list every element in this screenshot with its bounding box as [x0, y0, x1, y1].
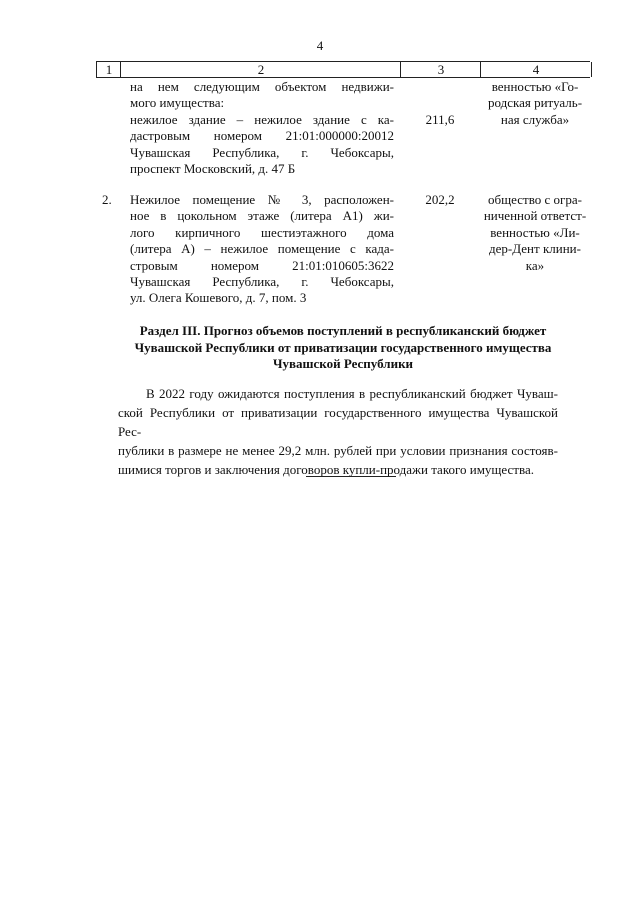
- owner-line: дер-Дент клини-: [489, 241, 581, 257]
- page-number: 4: [316, 38, 324, 53]
- description-line: ное в цокольном этаже (литера А1) жи-: [130, 208, 394, 224]
- owner-line: венностью «Ли-: [490, 224, 580, 240]
- object-description: [130, 192, 394, 307]
- section-title-line: Чувашской Республики: [272, 356, 414, 371]
- description-line: Чувашская Республика, г. Чебоксары,: [130, 274, 394, 290]
- owner-line: ка»: [525, 257, 545, 273]
- paragraph-line: В 2022 году ожидаются поступления в республиканский бюджет Чуваш-: [146, 386, 558, 401]
- object-area: 211,6: [425, 112, 455, 127]
- description-line: нежилое здание – нежилое здание с ка-: [130, 111, 394, 127]
- description-line: (литера А) – нежилое помещение с када-: [130, 241, 394, 257]
- description-line: Чувашская Республика, г. Чебоксары,: [130, 144, 394, 160]
- object-owner: [480, 192, 590, 274]
- owner-line: общество с огра-: [488, 192, 582, 207]
- description-line: на нем следующим объектом недвижи-: [130, 79, 394, 94]
- section-title-line: Раздел III. Прогноз объемов поступлений в республиканский бюджет: [139, 323, 547, 338]
- owner-line: ниченной ответст-: [483, 208, 587, 224]
- owner-line: ная служба»: [500, 111, 570, 127]
- description-line: проспект Московский, д. 47 Б: [130, 161, 296, 177]
- description-line: стровым номером 21:01:010605:3622: [130, 257, 394, 273]
- table-header-row: [96, 61, 590, 78]
- paragraph-line: публики в размере не менее 29,2 млн. рублей при условии признания состояв-: [118, 443, 558, 458]
- column-header-1: 1: [96, 62, 121, 77]
- description-line: дастровым номером 21:01:000000:20012: [130, 128, 394, 144]
- end-divider: [306, 476, 396, 477]
- owner-line: родская ритуаль-: [487, 95, 583, 111]
- column-header-3: 3: [400, 62, 481, 77]
- description-line: мого имущества:: [130, 95, 225, 111]
- paragraph-line: шимися торгов и заключения договоров купли-продажи такого имущества.: [118, 462, 534, 477]
- description-line: Нежилое помещение № 3, расположен-: [130, 192, 394, 207]
- forecast-paragraph: [118, 384, 558, 479]
- object-area: 202,2: [425, 192, 455, 207]
- owner-line: венностью «Го-: [491, 79, 579, 94]
- object-owner: [480, 79, 590, 128]
- section-title: [96, 323, 590, 373]
- paragraph-line: ской Республики от приватизации государственного имущества Чувашской Рес-: [118, 405, 558, 439]
- description-line: ул. Олега Кошевого, д. 7, пом. 3: [130, 290, 307, 306]
- description-line: лого кирпичного шестиэтажного дома: [130, 224, 394, 240]
- row-number: 2.: [102, 192, 112, 207]
- section-title-line: Чувашской Республики от приватизации государственного имущества: [134, 339, 552, 355]
- object-description: [130, 79, 394, 177]
- column-header-4: 4: [480, 62, 592, 77]
- column-header-2: 2: [120, 62, 401, 77]
